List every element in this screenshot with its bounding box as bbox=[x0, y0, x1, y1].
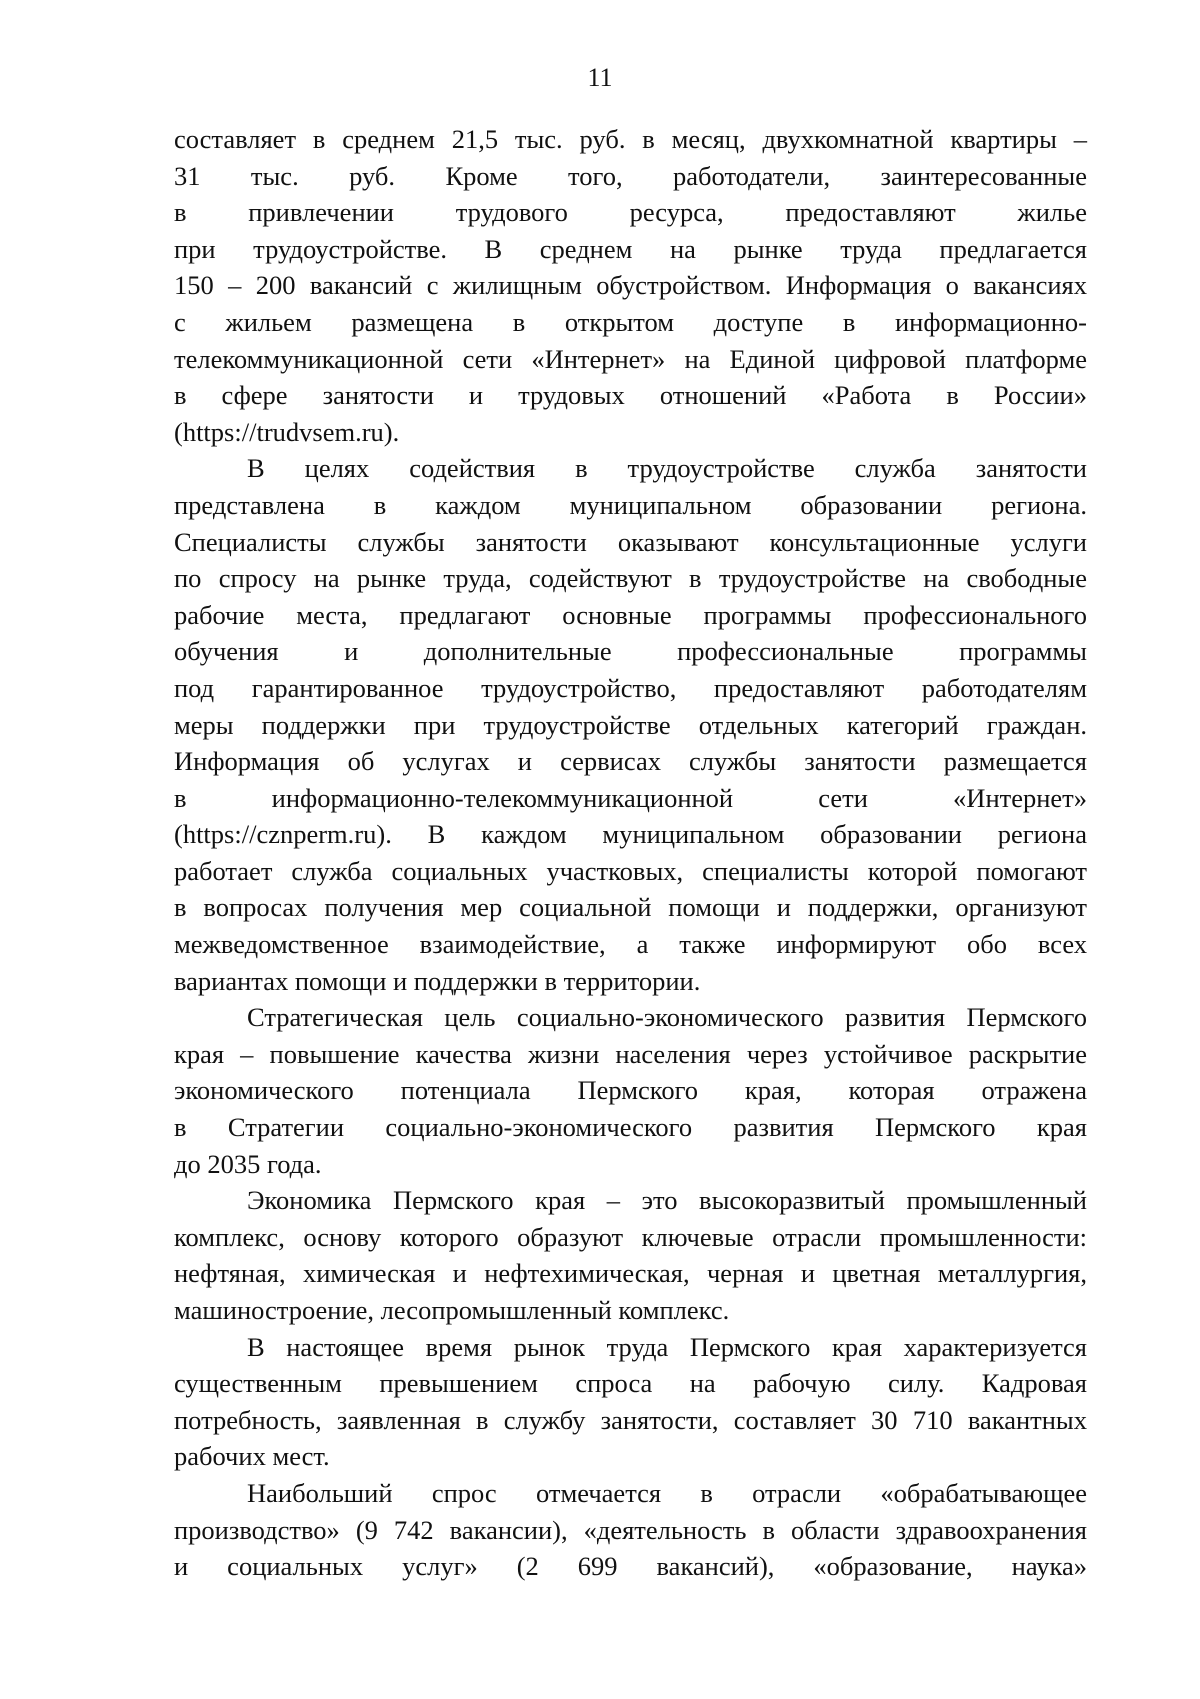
text-line: рабочих мест. bbox=[174, 1441, 330, 1472]
text-line: меры поддержки при трудоустройстве отдельных категорий граждан. bbox=[174, 709, 1087, 740]
paragraph-3 bbox=[174, 999, 1087, 1182]
paragraph-5 bbox=[174, 1329, 1087, 1475]
text-line: нефтяная, химическая и нефтехимическая, черная и цветная металлургия, bbox=[174, 1258, 1087, 1289]
text-line: комплекс, основу которого образуют ключевые отрасли промышленности: bbox=[174, 1221, 1087, 1252]
paragraph-2 bbox=[174, 450, 1087, 999]
text-line: производство» (9 742 вакансии), «деятельность в области здравоохранения bbox=[174, 1514, 1087, 1545]
text-line: обучения и дополнительные профессиональные программы bbox=[174, 636, 1087, 667]
text-line: 150 – 200 вакансий с жилищным обустройством. Информация о вакансиях bbox=[174, 270, 1087, 301]
text-line: по спросу на рынке труда, содействуют в трудоустройстве на свободные bbox=[174, 563, 1087, 594]
text-line: до 2035 года. bbox=[174, 1148, 322, 1179]
page-number: 11 bbox=[587, 63, 613, 92]
text-line: рабочие места, предлагают основные программы профессионального bbox=[174, 599, 1087, 630]
text-line: (https://trudvsem.ru). bbox=[174, 416, 400, 447]
text-line: Специалисты службы занятости оказывают консультационные услуги bbox=[174, 526, 1087, 557]
text-line: в привлечении трудового ресурса, предоставляют жилье bbox=[174, 197, 1087, 228]
text-line: представлена в каждом муниципальном образовании региона. bbox=[174, 489, 1087, 520]
text-line: Стратегическая цель социально-экономического развития Пермского bbox=[247, 1002, 1087, 1033]
text-line: телекоммуникационной сети «Интернет» на Единой цифровой платформе bbox=[174, 343, 1087, 374]
body-text bbox=[174, 121, 1087, 1585]
text-line: Информация об услугах и сервисах службы занятости размещается bbox=[174, 746, 1087, 777]
text-line: под гарантированное трудоустройство, предоставляют работодателям bbox=[174, 672, 1087, 703]
text-line: В целях содействия в трудоустройстве служба занятости bbox=[247, 453, 1087, 484]
text-line: В настоящее время рынок труда Пермского края характеризуется bbox=[247, 1331, 1087, 1362]
text-line: при трудоустройстве. В среднем на рынке труда предлагается bbox=[174, 233, 1087, 264]
text-line: существенным превышением спроса на рабочую силу. Кадровая bbox=[174, 1368, 1087, 1399]
text-line: машиностроение, лесопромышленный комплекс. bbox=[174, 1295, 730, 1325]
text-line: межведомственное взаимодействие, а также информируют обо всех bbox=[174, 929, 1087, 960]
text-line: потребность, заявленная в службу занятости, составляет 30 710 вакантных bbox=[174, 1404, 1087, 1435]
text-line: Экономика Пермского края – это высокоразвитый промышленный bbox=[247, 1185, 1087, 1216]
text-line: в информационно-телекоммуникационной сети «Интернет» bbox=[174, 782, 1087, 813]
text-line: с жильем размещена в открытом доступе в информационно- bbox=[174, 306, 1087, 337]
text-line: составляет в среднем 21,5 тыс. руб. в месяц, двухкомнатной квартиры – bbox=[174, 124, 1087, 154]
text-line: и социальных услуг» (2 699 вакансий), «образование, наука» bbox=[174, 1551, 1087, 1582]
text-line: экономического потенциала Пермского края, которая отражена bbox=[174, 1075, 1087, 1106]
paragraph-6 bbox=[174, 1475, 1087, 1585]
text-line: в вопросах получения мер социальной помощи и поддержки, организуют bbox=[174, 892, 1087, 923]
text-line: края – повышение качества жизни населения через устойчивое раскрытие bbox=[174, 1038, 1087, 1069]
text-line: 31 тыс. руб. Кроме того, работодатели, заинтересованные bbox=[174, 160, 1087, 191]
text-line: вариантах помощи и поддержки в территории. bbox=[174, 965, 701, 996]
text-line: (https://cznperm.ru). В каждом муниципальном образовании региона bbox=[174, 819, 1087, 850]
text-line: Наибольший спрос отмечается в отрасли «обрабатывающее bbox=[247, 1477, 1087, 1508]
text-line: в сфере занятости и трудовых отношений «Работа в России» bbox=[174, 380, 1087, 411]
text-line: работает служба социальных участковых, специалисты которой помогают bbox=[174, 855, 1087, 886]
paragraph-4 bbox=[174, 1182, 1087, 1328]
text-line: в Стратегии социально-экономического развития Пермского края bbox=[174, 1112, 1087, 1143]
paragraph-1 bbox=[174, 121, 1087, 450]
